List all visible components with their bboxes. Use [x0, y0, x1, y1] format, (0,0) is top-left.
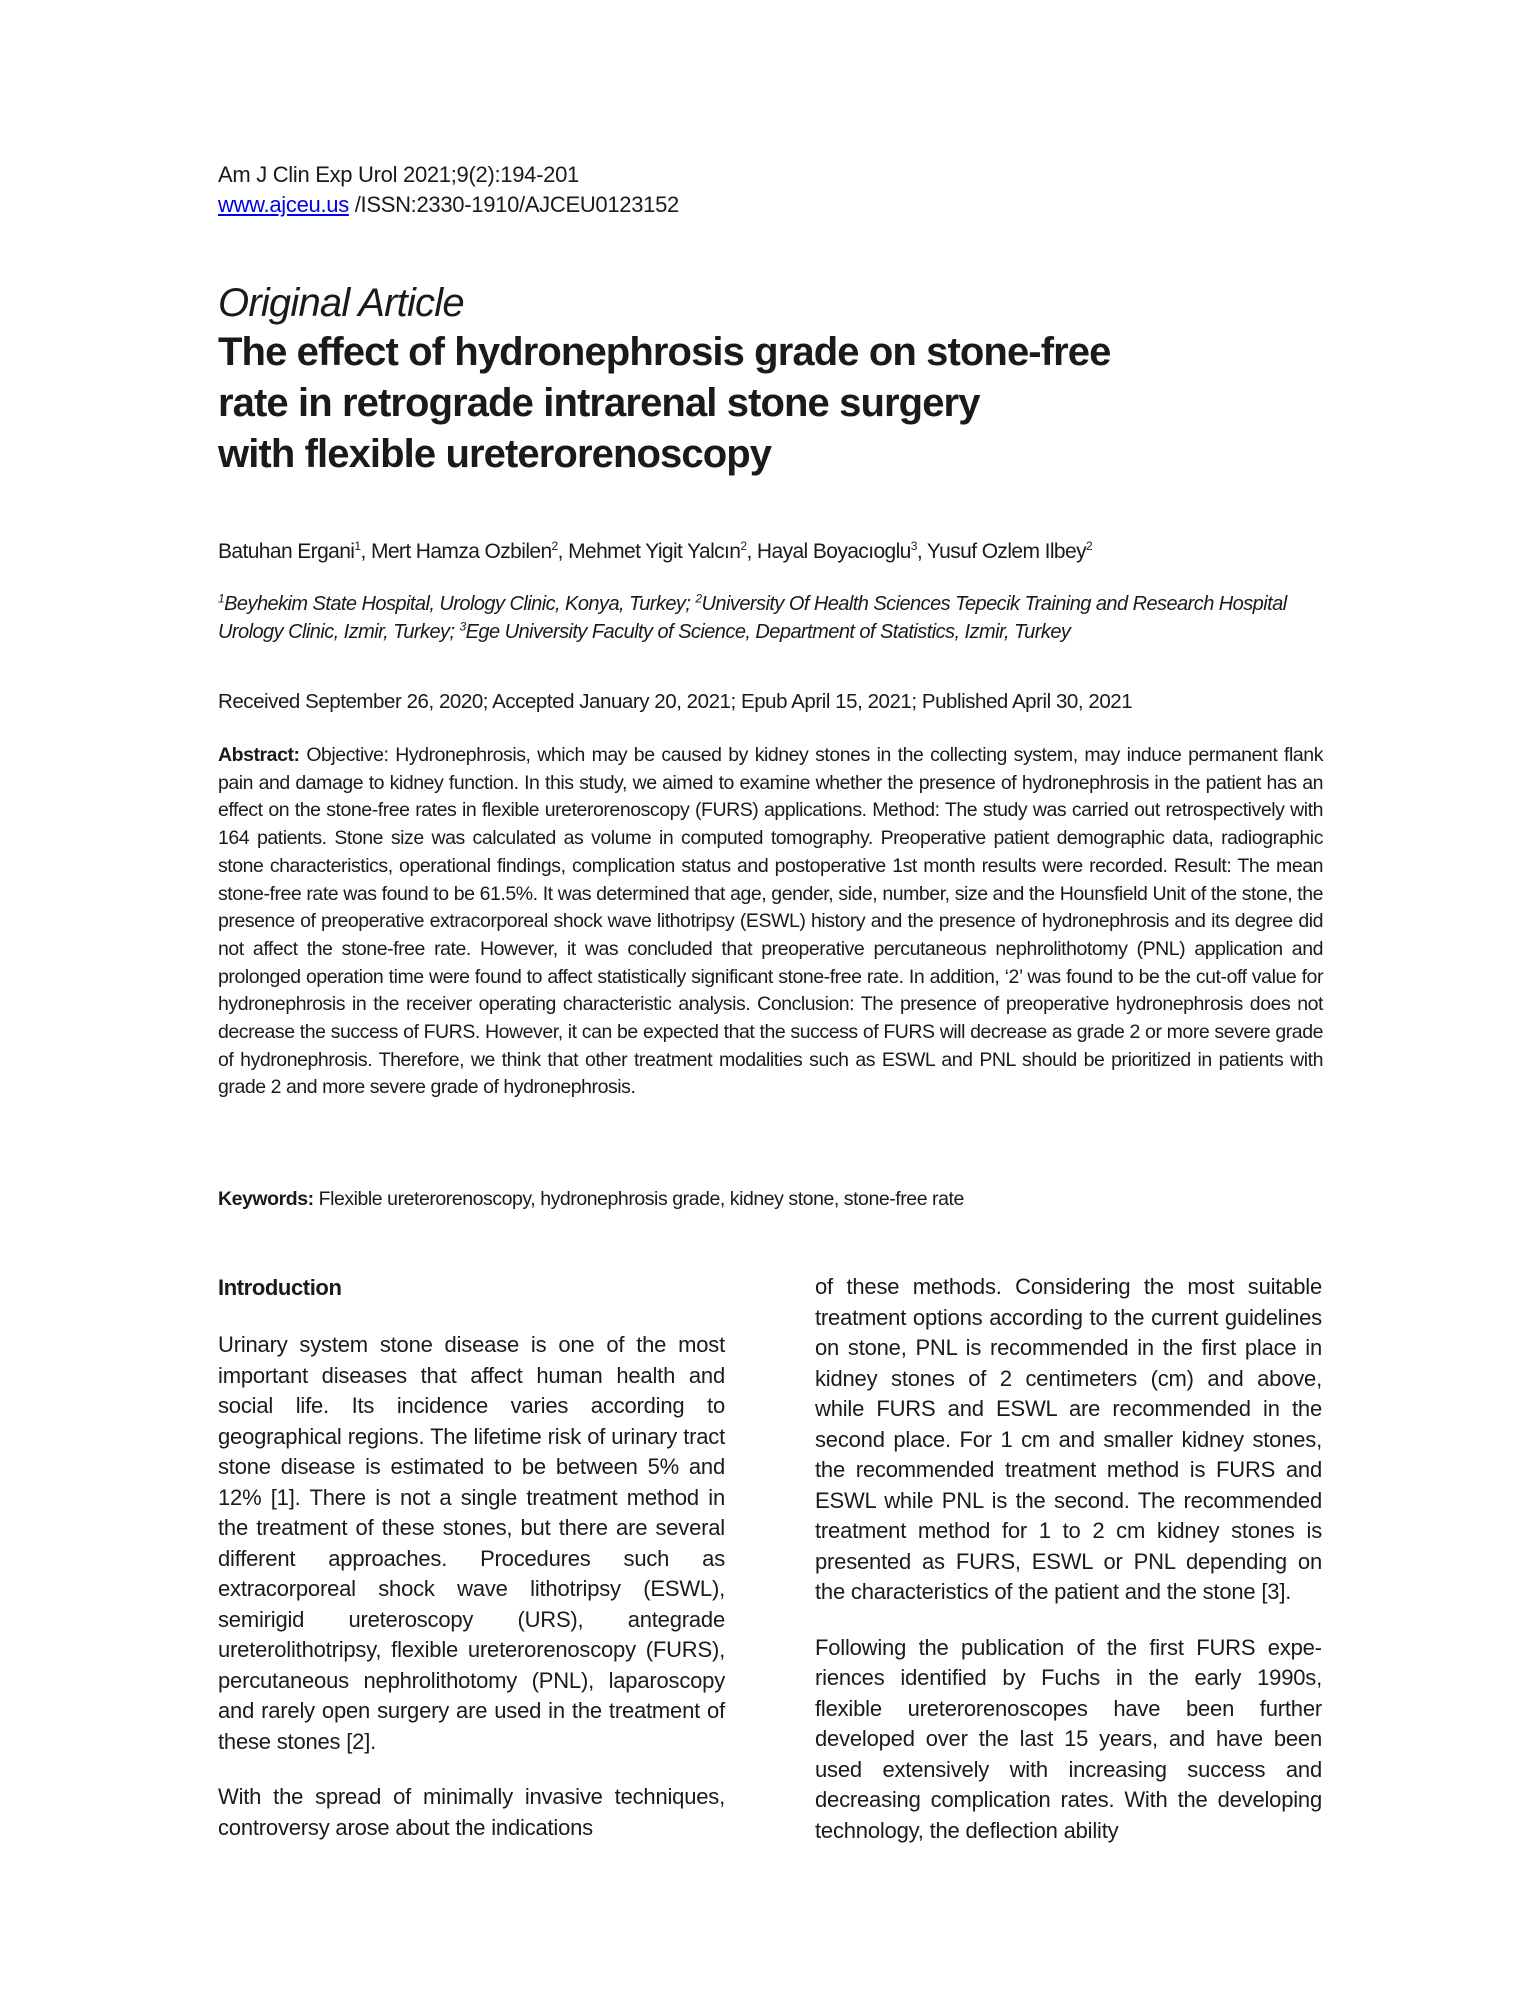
author-name: Yusuf Ozlem Ilbey [926, 540, 1086, 563]
affiliation-marker: 2 [1085, 539, 1093, 553]
journal-url-line [218, 190, 679, 220]
abstract [218, 742, 1323, 1102]
abstract-text: Objective: Hydronephrosis, which may be caused by kidney stones in the collecting system, may induce permanent flank pain and damage to kidney function. In this study, we aimed to examine whether the presence of hydronephrosis in the patient has an effect on the stone-free rates in flexible ureterorenoscopy (FURS) applications. Method: The study was carried out retrospectively with 164 patients. Stone size was calculated as volume in computed tomography. Preoperative patient demographic data, radiographic stone characteristics, operational findings, complication status and postoperative 1st month results were recorded. Result: The mean stone-free rate was found to be 61.5%. It was determined that age, gender, side, number, size and the Hounsfield Unit of the stone, the presence of preoperative extracorporeal shock wave lithotripsy (ESWL) history and the presence of hydronephrosis and its degree did not affect the stone-free rate. However, it was concluded that preoperative percutaneous nephrolithotomy (PNL) application and prolonged operation time were found to affect statistically significant stone-free rate. In addition, ‘2’ was found to be the cut-off value for hydronephrosis in the receiver operating characteristic analysis. Conclusion: The presence of preoperative hydronephrosis does not decrease the success of FURS. However, it can be expected that the success of FURS will decrease as grade 2 or more severe grade of hydronephrosis. Therefore, we think that other treatment modalities such as ESWL and PNL should be prioritized in patients with grade 2 and more severe grade of hydronephrosis. [218, 744, 1323, 1099]
author-name: Hayal Boyacıoglu [756, 540, 911, 563]
abstract-label: Abstract: [218, 744, 300, 766]
affiliation-number: 1 [218, 591, 225, 606]
author-name: Batuhan Ergani [218, 540, 355, 563]
section-heading-introduction: Introduction [218, 1275, 342, 1300]
body-column-left [218, 1273, 725, 1868]
body-column-right [815, 1272, 1322, 1871]
journal-citation: Am J Clin Exp Urol 2021;9(2):194-201 [218, 162, 579, 187]
affiliation-marker: 2 [740, 539, 747, 553]
journal-issn: /ISSN:2330-1910/AJCEU0123152 [354, 192, 679, 217]
article-type: Original Article [218, 281, 464, 325]
keywords-text: Flexible ureterorenoscopy, hydronephrosis grade, kidney stone, stone-free rate [318, 1188, 964, 1210]
author-name: Mert Hamza Ozbilen [370, 540, 552, 563]
affiliation-marker: 1 [354, 539, 361, 553]
title-line: with flexible ureterorenoscopy [218, 432, 772, 476]
title-line: rate in retrograde intrarenal stone surgery [218, 381, 980, 425]
body-paragraph: With the spread of minimally invasive techniques, controversy arose about the indications [218, 1784, 725, 1840]
body-paragraph: of these methods. Considering the most suitable treatment options according to the current guidelines on stone, PNL is recommended in the first place in kidney stones of 2 centimeters (cm) and above, while FURS and ESWL are recommended in the second place. For 1 cm and smaller kidney stones, the recommended treatment method is FURS and ESWL while PNL is the second. The recommended treatment method for 1 to 2 cm kidney stones is presented as FURS, ESWL or PNL depending on the characteristics of the patient and the stone [3]. [815, 1274, 1322, 1604]
publication-dates: Received September 26, 2020; Accepted January 20, 2021; Epub April 15, 2021; Published April 30, 2021 [218, 690, 1133, 713]
author-name: Mehmet Yigit Yalcın [568, 540, 741, 563]
article-title [218, 327, 1218, 480]
author-list: Batuhan Ergani$^1$, Mert Hamza Ozbilen$^2$, Mehmet Yigit Yalcın$^2$, Hayal Boyacıoglu$^3$, Yusuf Ozlem Ilbey$^2$ [218, 539, 1093, 563]
keywords-label: Keywords: [218, 1188, 314, 1210]
affiliation-number: 2 [695, 591, 702, 606]
affiliation-marker: 2 [551, 539, 558, 553]
affiliation-text: Beyhekim State Hospital, Urology Clinic, Konya, Turkey; [224, 593, 696, 615]
body-paragraph: Urinary system stone disease is one of the most important diseases that affect human health and social life. Its incidence varies according to geographical regions. The lifetime risk of urinary tract stone disease is estimated to be between 5% and 12% [1]. There is not a single treatment method in the treatment of these stones, but there are several different approaches. Procedures such as extracorporeal shock wave lithotripsy (ESWL), semirigid ureteroscopy (URS), antegrade ureterolithotripsy, flexible ureterorenoscopy (FURS), percutaneous nephrolithotomy (PNL), laparoscopy and rarely open surgery are used in the treatment of these stones [2]. [218, 1332, 725, 1754]
affiliation-text: University Of Health Sciences Tepecik Training and Research Hospital Urology Clinic, Izmir, Turkey; [218, 593, 1287, 643]
journal-website-link[interactable]: www.ajceu.us [218, 192, 349, 217]
title-line: The effect of hydronephrosis grade on stone-free [218, 330, 1111, 374]
affiliation-marker: 3 [910, 539, 917, 553]
affiliation-number: 3 [459, 619, 466, 634]
journal-header [218, 160, 679, 220]
affiliations [218, 590, 1323, 646]
keywords [218, 1185, 964, 1213]
body-paragraph: Following the publication of the first FURS experiences identified by Fuchs in the early 1990s, flexible ureterorenoscopes have been further developed over the last 15 years, and have been used extensively with increasing success and decreasing complication rates. With the developing technology, the deflection ability [815, 1634, 1322, 1843]
affiliation-text: Ege University Faculty of Science, Department of Statistics, Izmir, Turkey [465, 621, 1071, 643]
